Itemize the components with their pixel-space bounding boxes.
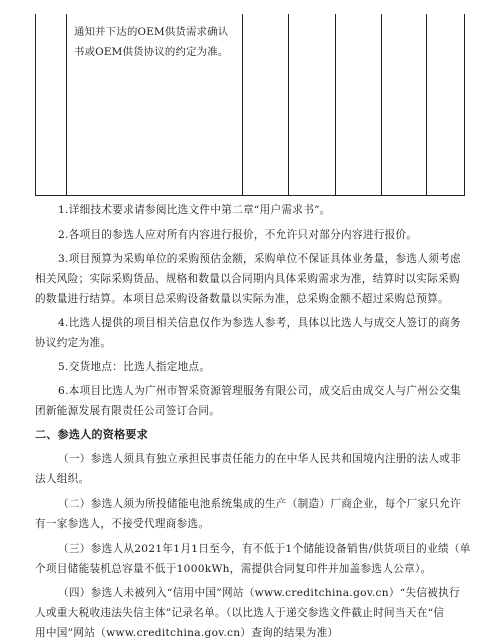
qualification-4-line-2: 人或重大税收违法失信主体”记录名单。（以比选人于递交参选文件截止时间当天在“信	[35, 607, 445, 619]
note-4-line-1: 4.比选人提供的项目相关信息仅作为参选人参考，具体以比选人与成交人签订的商务	[58, 317, 461, 329]
note-4-line-2: 协议约定为准。	[35, 337, 112, 349]
note-1: 1.详细技术要求请参阅比选文件中第二章“用户需求书”。	[58, 204, 331, 216]
qualification-3-line-1: （三）参选人从2021年1月1日至今，有不低于1个储能设备销售/供货项目的业绩（单	[58, 543, 471, 555]
qualification-3-line-2: 个项目储能装机总容量不低于1000kWh，需提供合同复印件并加盖参选人公章）。	[35, 563, 432, 575]
qualification-2-line-2: 有一家参选人，不接受代理商参选。	[35, 518, 210, 530]
note-6-line-2: 团新能源发展有限责任公司签订合同。	[35, 405, 221, 417]
note-3-line-3: 的数量进行结算。本项目总采购设备数量以实际为准，总采购金额不超过采购总预算。	[35, 293, 449, 305]
table-cell-line: 书或OEM供货协议的约定为准。	[74, 46, 229, 58]
table-cell-text	[74, 22, 236, 62]
qualification-2-line-1: （二）参选人须为所投储能电池系统集成的生产（制造）厂商企业，每个厂家只允许	[58, 498, 462, 510]
table-column-divider	[242, 14, 243, 195]
table-cell-line: 通知并下达的OEM供货需求确认	[74, 26, 229, 38]
table-column-divider	[288, 14, 289, 195]
table-column-divider	[66, 14, 67, 195]
qualification-1-line-1: （一）参选人须具有独立承担民事责任能力的在中华人民共和国境内注册的法人或非	[58, 453, 462, 465]
qualification-1-line-2: 法人组织。	[35, 473, 90, 485]
note-3-line-1: 3.项目预算为采购单位的采购预估金额，采购单位不保证具体业务量，参选人须考虑	[58, 253, 461, 265]
note-2: 2.各项目的参选人应对所有内容进行报价，不允许只对部分内容进行报价。	[58, 229, 418, 241]
qualification-4-line-1: （四）参选人未被列入“信用中国”网站（www.creditchina.gov.cn）“失信被执行	[58, 587, 460, 599]
note-6-line-1: 6.本项目比选人为广州市智采资源管理服务有限公司，成交后由成交人与广州公交集	[58, 385, 461, 397]
table-column-divider	[426, 14, 427, 195]
table-column-divider	[335, 14, 336, 195]
qualification-4-line-3: 用中国”网站（www.creditchina.gov.cn）查询的结果为准）	[35, 627, 339, 639]
table-column-divider	[381, 14, 382, 195]
note-3-line-2: 相关风险；实际采购货品、规格和数量以合同期内具体采购需求为准，结算时以实际采购	[35, 273, 460, 285]
section-heading: 二、参选人的资格要求	[35, 428, 148, 441]
note-5: 5.交货地点：比选人指定地点。	[58, 361, 211, 373]
requirements-table-fragment	[35, 14, 465, 196]
